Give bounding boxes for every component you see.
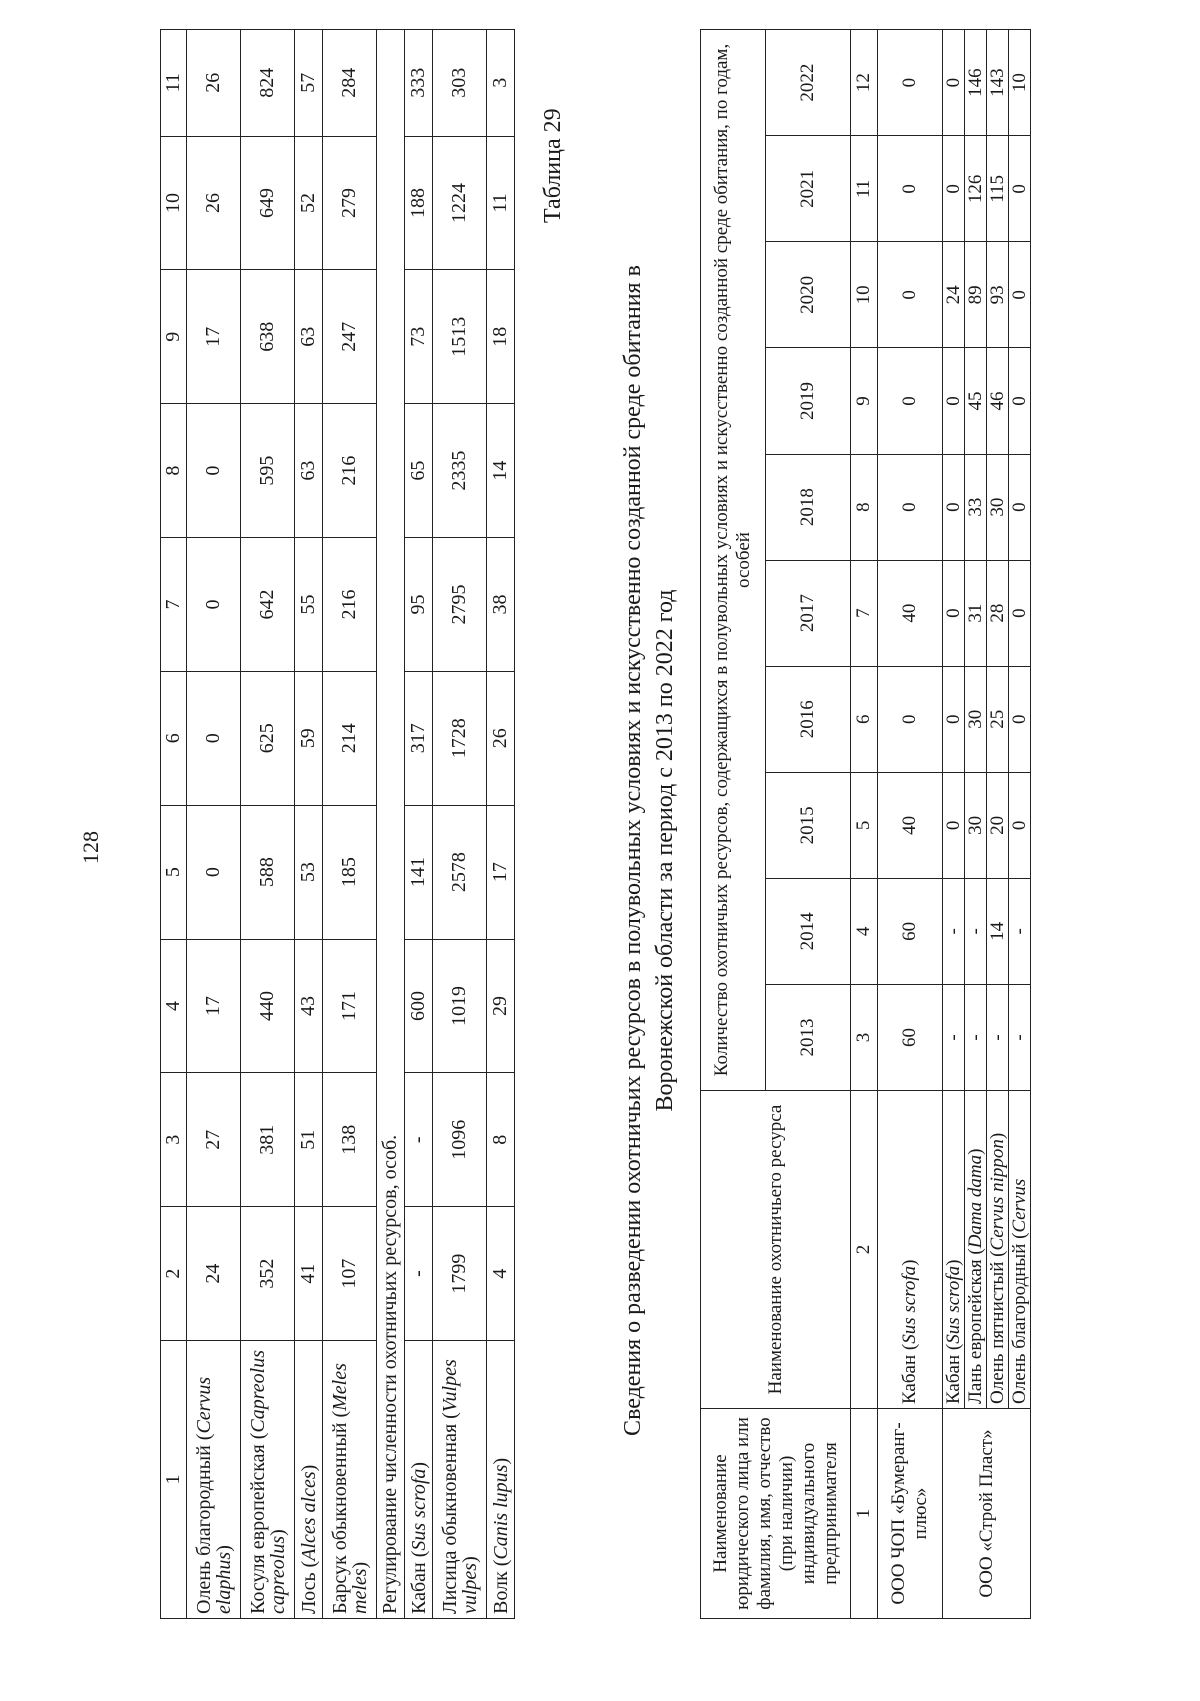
value-cell: 126 [965,136,987,242]
value-cell: 0 [943,454,965,560]
section-row [377,30,405,1619]
species-row [487,30,515,1619]
value-cell: 284 [323,30,377,137]
species-latin: Capreolus capreolus [246,1350,289,1614]
value-cell: 0 [943,560,965,666]
value-cell: 89 [965,242,987,348]
value-cell: 40 [878,560,943,666]
value-cell: 30 [965,666,987,772]
value-cell: 107 [323,1207,377,1341]
value-cell: 138 [323,1073,377,1207]
value-cell: 824 [241,30,295,137]
value-cell: 57 [295,30,323,137]
value-cell: 0 [943,772,965,878]
breeding-table [700,29,1031,1619]
value-cell: 24 [943,242,965,348]
value-cell: 595 [241,404,295,538]
species-latin: Alces alces [297,1471,320,1561]
value-cell: 1513 [433,270,487,404]
value-cell: 93 [987,242,1009,348]
value-cell: - [987,984,1009,1090]
year-header: 2013 [766,984,851,1090]
org-name: ООО «Строй Пласт» [943,1409,1031,1619]
value-cell: - [943,984,965,1090]
value-cell: 0 [943,30,965,136]
value-cell: 0 [1009,348,1031,454]
value-cell: 65 [405,404,433,538]
value-cell: 0 [1009,666,1031,772]
value-cell: 95 [405,538,433,672]
value-cell: 30 [965,772,987,878]
species-name-cell [433,1341,487,1619]
table-title-line-1: Сведения о разведении охотничьих ресурсов в полувольных условиях и искусственно созданной среде обитания в [620,265,646,1436]
section-title: Регулирование численности охотничьих ресурсов, особ. [377,30,405,1619]
value-cell: 588 [241,805,295,939]
value-cell: 52 [295,136,323,270]
value-cell: 26 [187,30,241,137]
species-tail: ) [943,1259,964,1266]
value-cell: 59 [295,671,323,805]
value-cell: 1096 [433,1073,487,1207]
value-cell: 0 [878,348,943,454]
value-cell: 642 [241,538,295,672]
value-cell: 18 [487,270,515,404]
value-cell: 4 [487,1207,515,1341]
value-cell: 0 [943,348,965,454]
value-cell: 0 [1009,560,1031,666]
value-cell: 17 [487,805,515,939]
value-cell: 0 [878,242,943,348]
value-cell: 60 [878,878,943,984]
value-cell: 638 [241,270,295,404]
species-latin: Dama dama [965,1154,986,1249]
page-number: 128 [78,831,103,864]
value-cell: 24 [187,1207,241,1341]
species-latin: Cervus nippon [987,1139,1008,1251]
species-row [965,30,987,1619]
species-rows-a [187,30,377,1619]
value-cell: 3 [487,30,515,137]
value-cell: 26 [487,671,515,805]
value-cell: - [965,878,987,984]
column-number: 5 [851,772,878,878]
value-cell: 216 [323,538,377,672]
year-header: 2014 [766,878,851,984]
value-cell: 600 [405,939,433,1073]
value-cell: 33 [965,454,987,560]
value-cell: 188 [405,136,433,270]
value-cell: 0 [187,538,241,672]
value-cell: 146 [965,30,987,136]
value-cell: 247 [323,270,377,404]
value-cell: 185 [323,805,377,939]
org-name: ООО ЧОП «Бумеранг-плюс» [878,1409,943,1619]
value-cell: 279 [323,136,377,270]
value-cell: 43 [295,939,323,1073]
column-number: 2 [851,1091,878,1409]
value-cell: 29 [487,939,515,1073]
value-cell: 0 [187,671,241,805]
value-cell: 63 [295,404,323,538]
value-cell: 141 [405,805,433,939]
value-cell: 31 [965,560,987,666]
column-number: 10 [161,136,187,270]
value-cell: 53 [295,805,323,939]
value-cell: 63 [295,270,323,404]
value-cell: - [405,1073,433,1207]
column-number: 7 [851,560,878,666]
year-header: 2021 [766,136,851,242]
year-header: 2022 [766,30,851,136]
value-cell: - [1009,984,1031,1090]
value-cell: 214 [323,671,377,805]
species-tail: ) [987,1132,1008,1140]
species-tail: ) [899,1259,920,1266]
value-cell: 25 [987,666,1009,772]
species-name: Олень благородный ( [192,1433,215,1614]
value-cell: 46 [987,348,1009,454]
value-cell: 27 [187,1073,241,1207]
species-name: Волк ( [489,1559,512,1614]
value-cell: 649 [241,136,295,270]
column-number: 9 [851,348,878,454]
continuation-table [160,29,515,1619]
value-cell: 30 [987,454,1009,560]
value-cell: 1728 [433,671,487,805]
column-number: 1 [851,1409,878,1619]
species-tail: ) [348,1561,371,1569]
column-number: 12 [851,30,878,136]
species-name-cell [323,1341,377,1619]
species-name-cell [295,1341,323,1619]
value-cell: 20 [987,772,1009,878]
value-cell: - [943,878,965,984]
value-cell: 0 [187,404,241,538]
year-header: 2017 [766,560,851,666]
column-number: 4 [161,939,187,1073]
species-row [987,30,1009,1619]
column-number: 8 [851,454,878,560]
species-name-cell [187,1341,241,1619]
value-cell: 2795 [433,538,487,672]
quantity-group-header: Количество охотничьих ресурсов, содержащихся в полувольных условиях и искусственно созданной среде обитания, по годам, особей [701,30,766,1091]
column-number: 11 [161,30,187,137]
value-cell: 0 [1009,136,1031,242]
value-cell: 1799 [433,1207,487,1341]
species-name-cell [405,1341,433,1619]
value-cell: 14 [487,404,515,538]
table-number: Таблица 29 [540,108,566,223]
value-cell: 40 [878,772,943,878]
column-number-row [161,30,187,1619]
species-name: Барсук обыкновенный ( [328,1410,351,1614]
value-cell: 115 [987,136,1009,242]
species-latin: Sus scrofa [899,1265,920,1344]
value-cell: 51 [295,1073,323,1207]
column-number-row [851,30,878,1619]
species-name: Косуля европейская ( [246,1432,269,1614]
value-cell: - [405,1207,433,1341]
value-cell: 14 [987,878,1009,984]
species-cell [878,1091,943,1409]
value-cell: 17 [187,939,241,1073]
value-cell: 2578 [433,805,487,939]
species-row [433,30,487,1619]
value-cell: 45 [965,348,987,454]
column-number: 3 [161,1073,187,1207]
species-latin: Cervus elaphus [192,1376,235,1614]
value-cell: 2335 [433,404,487,538]
value-cell: 0 [878,136,943,242]
species-cell [1009,1091,1031,1409]
species-row [323,30,377,1619]
species-row [405,30,433,1619]
value-cell: 381 [241,1073,295,1207]
species-name: Кабан ( [899,1343,920,1404]
value-cell: 28 [987,560,1009,666]
value-cell: 26 [187,136,241,270]
value-cell: 0 [878,666,943,772]
species-row [241,30,295,1619]
value-cell: 143 [987,30,1009,136]
value-cell: 10 [1009,30,1031,136]
value-cell: - [965,984,987,1090]
value-cell: 11 [487,136,515,270]
species-row [187,30,241,1619]
value-cell: 38 [487,538,515,672]
column-number: 6 [851,666,878,772]
value-cell: 0 [1009,772,1031,878]
species-name: Кабан ( [943,1343,964,1404]
species-cell [987,1091,1009,1409]
species-cell [965,1091,987,1409]
species-row [1009,30,1031,1619]
column-number: 10 [851,242,878,348]
org1-row [878,30,943,1619]
value-cell: 333 [405,30,433,137]
year-header: 2015 [766,772,851,878]
column-number: 8 [161,404,187,538]
species-latin: Cervus [1009,1178,1030,1233]
value-cell: 171 [323,939,377,1073]
species-name: Лань европейская ( [965,1248,986,1404]
species-rows-b [405,30,515,1619]
species-name: Олень пятнистый ( [987,1250,1008,1404]
column-number: 5 [161,805,187,939]
value-cell: 1224 [433,136,487,270]
species-name: Кабан ( [407,1550,430,1614]
species-tail: ) [965,1148,986,1155]
column-number: 1 [161,1341,187,1619]
species-name: Олень благородный ( [1009,1232,1030,1404]
value-cell: 73 [405,270,433,404]
species-name: Лисица обыкновенная ( [438,1412,461,1614]
column-number: 2 [161,1207,187,1341]
species-name: Лось ( [297,1560,320,1614]
species-cell [943,1091,965,1409]
value-cell: 60 [878,984,943,1090]
value-cell: 0 [1009,242,1031,348]
column-number: 9 [161,270,187,404]
species-tail: ) [489,1457,512,1465]
column-number: 3 [851,984,878,1090]
species-tail: ) [212,1545,235,1552]
value-cell: 440 [241,939,295,1073]
value-cell: 17 [187,270,241,404]
header-row-group [701,30,766,1619]
value-cell: 303 [433,30,487,137]
column-number: 4 [851,878,878,984]
species-latin: Sus scrofa [407,1468,430,1551]
value-cell: 0 [943,666,965,772]
year-header: 2019 [766,348,851,454]
species-tail: ) [407,1461,430,1469]
value-cell: 0 [187,805,241,939]
value-cell: 216 [323,404,377,538]
year-header: 2018 [766,454,851,560]
value-cell: - [1009,878,1031,984]
value-cell: 625 [241,671,295,805]
table-title-line-2: Воронежской области за период с 2013 по 2022 год [652,589,678,1112]
species-row [295,30,323,1619]
resource-header: Наименование охотничьего ресурса [701,1091,851,1409]
species-row [943,30,965,1619]
species-name-cell [487,1341,515,1619]
species-name-cell [241,1341,295,1619]
year-header: 2016 [766,666,851,772]
value-cell: 352 [241,1207,295,1341]
value-cell: 0 [943,136,965,242]
value-cell: 41 [295,1207,323,1341]
column-number: 7 [161,538,187,672]
species-tail: ) [297,1464,320,1472]
species-latin: Canis lupus [489,1464,512,1560]
species-latin: Meles meles [328,1363,371,1614]
value-cell: 8 [487,1073,515,1207]
species-latin: Sus scrofa [943,1265,964,1344]
org2-rows [943,30,1031,1619]
value-cell: 317 [405,671,433,805]
species-tail: ) [266,1529,289,1536]
value-cell: 55 [295,538,323,672]
value-cell: 0 [878,30,943,136]
species-latin: Vulpes vulpes [438,1359,481,1614]
column-number: 11 [851,136,878,242]
column-number: 6 [161,671,187,805]
value-cell: 0 [878,454,943,560]
value-cell: 1019 [433,939,487,1073]
value-cell: 0 [1009,454,1031,560]
entity-header: Наименование юридического лица или фамилия, имя, отчество (при наличии) индивидуального предпринимателя [701,1409,851,1619]
year-header: 2020 [766,242,851,348]
species-tail: ) [458,1556,481,1563]
